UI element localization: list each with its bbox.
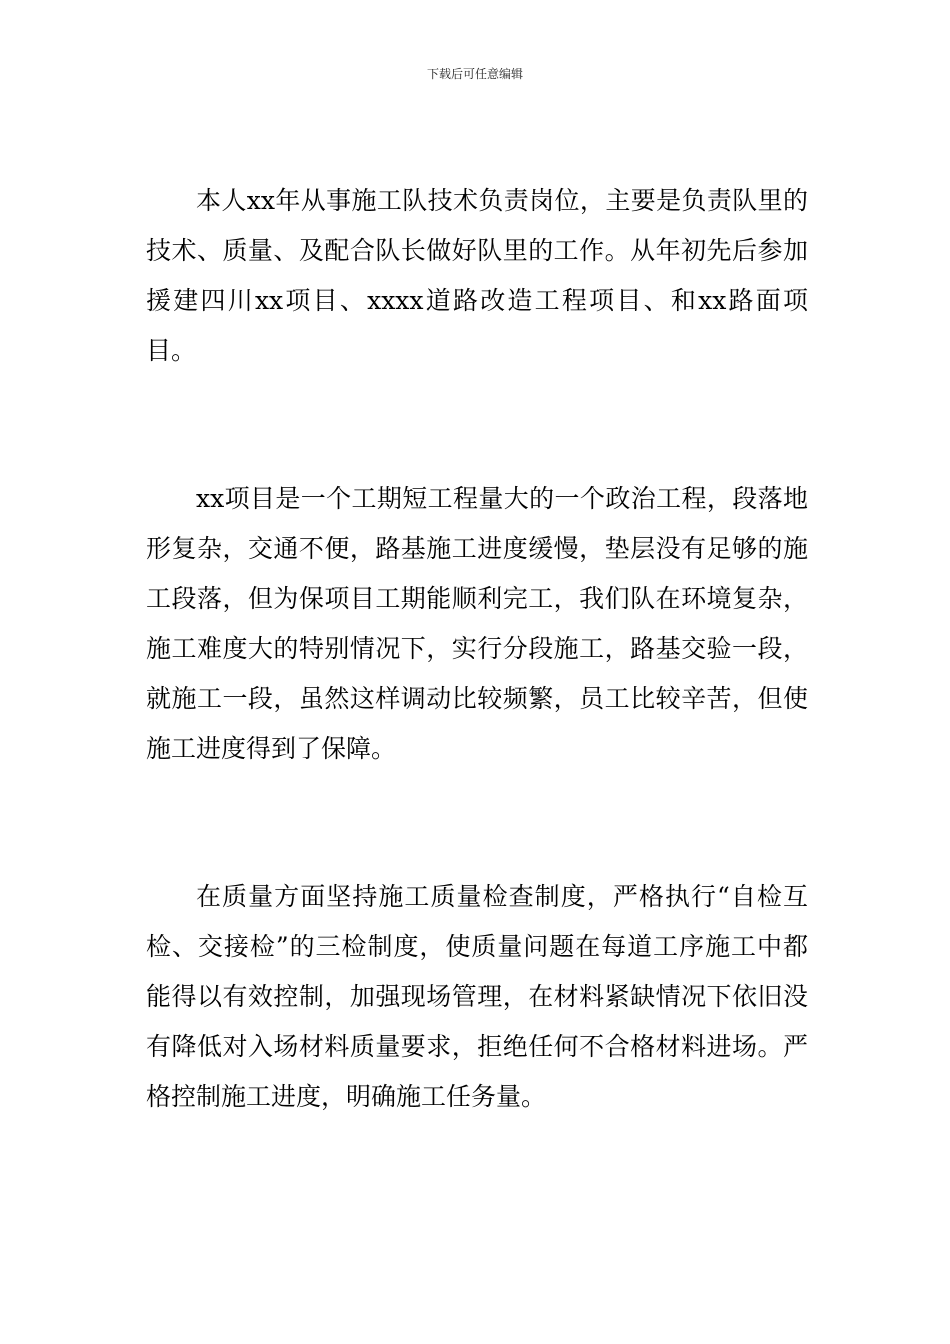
paragraph-2: xx项目是一个工期短工程量大的一个政治工程，段落地形复杂，交通不便，路基施工进度缓慢，垫层没有足够的施工段落，但为保项目工期能顺利完工，我们队在环境复杂，施工难度大的特别情况下，实行分段施工，路基交验一段，就施工一段，虽然这样调动比较频繁，员工比较辛苦，但使施工进度得到了保障。 — [146, 484, 808, 763]
document-body — [146, 176, 808, 1122]
page-header: 下载后可任意编辑 — [426, 67, 523, 81]
paragraph-1: 本人xx年从事施工队技术负责岗位，主要是负责队里的技术、质量、及配合队长做好队里的工作。从年初先后参加援建四川xx项目、xxxx道路改造工程项目、和xx路面项目。 — [146, 186, 808, 365]
paragraph-3: 在质量方面坚持施工质量检查制度，严格执行“自检互检、交接检”的三检制度，使质量问题在每道工序施工中都能得以有效控制，加强现场管理，在材料紧缺情况下依旧没有降低对入场材料质量要求，拒绝任何不合格材料进场。严格控制施工进度，明确施工任务量。 — [146, 882, 808, 1111]
